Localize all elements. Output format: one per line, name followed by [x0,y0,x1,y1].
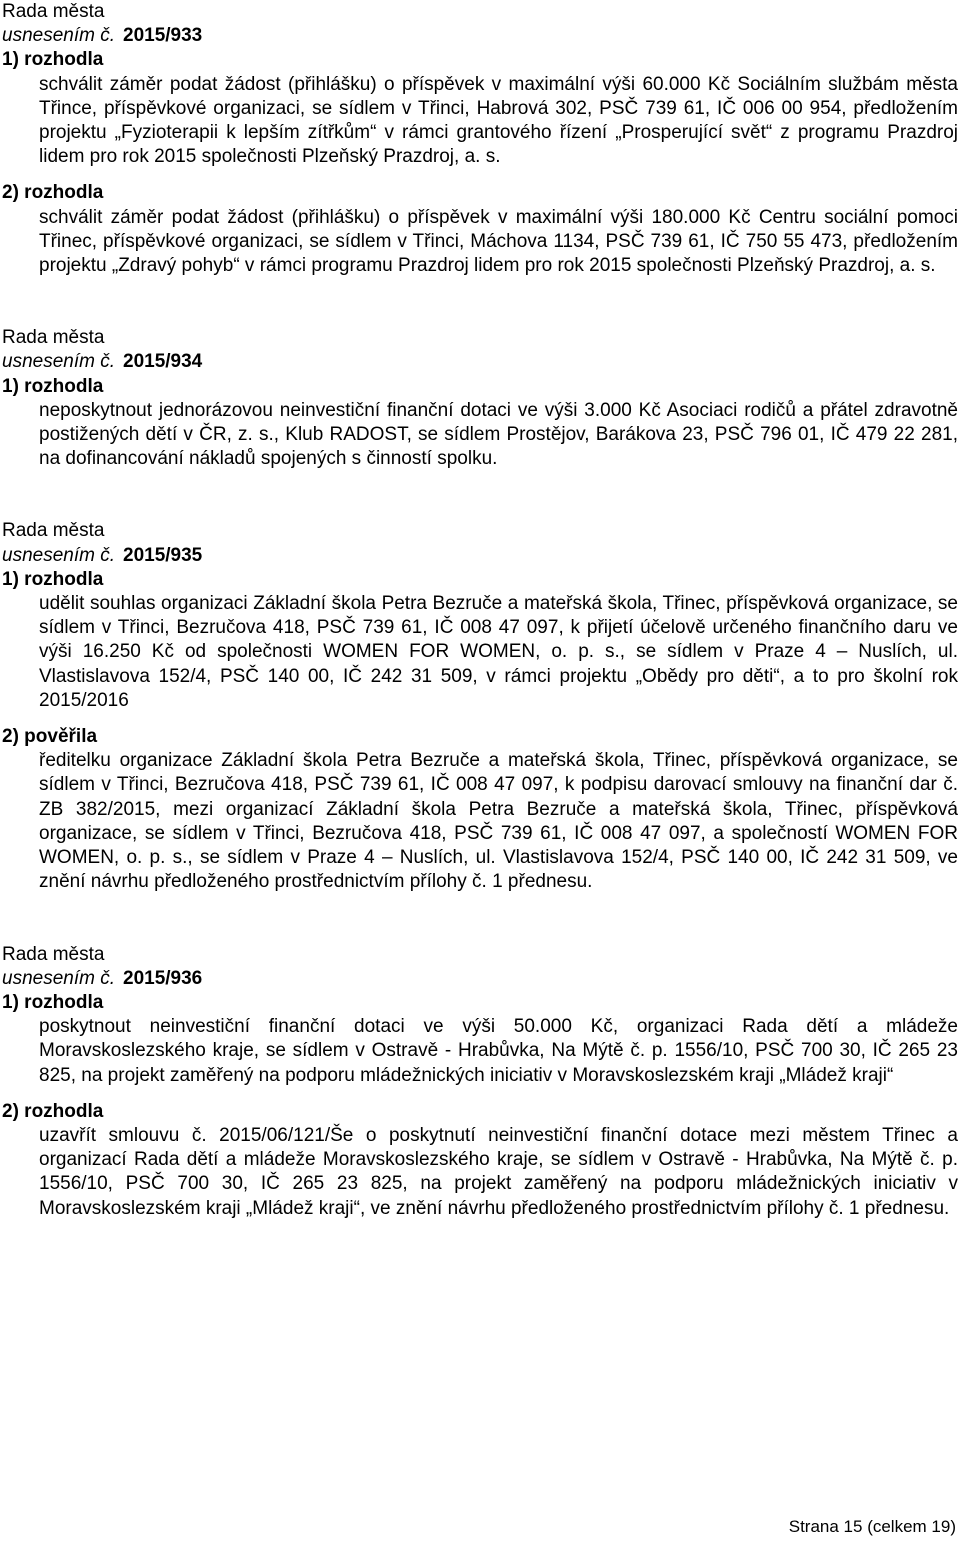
decision-heading: 1) rozhodla [2,49,104,71]
resolution-number [2,24,958,48]
resolution-number-label: usnesením č. [2,25,115,47]
decision-text: schválit záměr podat žádost (přihlášku) o příspěvek v maximální výši 60.000 Kč Sociálním službám města Třince, příspěvkové organizaci, se sídlem v Třinci, Habrová 302, PSČ 739 61, IČ 006 00 954, předložením projektu „Fyzioterapii k lepším zítřkům“ v rámci grantového řízení „Prosperující svět“ z programu Prazdroj lidem pro rok 2015 společnosti Plzeňský Prazdroj, a. s. [39,73,958,168]
resolution-number-label: usnesením č. [2,967,115,989]
decision-heading: 1) rozhodla [2,568,104,590]
council-label: Rada města [2,327,105,349]
resolution-block [2,943,958,1221]
decision-item [2,48,958,169]
decision-text: udělit souhlas organizaci Základní škola Petra Bezruče a mateřská škola, Třinec, příspěvková organizace, se sídlem v Třinci, Bezručova 418, PSČ 739 61, IČ 008 47 097, k přijetí účelově určeného finančního daru ve výši 16.250 Kč od společnosti WOMEN FOR WOMEN, o. p. s., se sídlem v Praze 4 – Nuslích, ul. Vlastislavova 152/4, PSČ 140 00, IČ 242 31 509, v rámci projektu „Obědy pro děti“, a to pro školní rok 2015/2016 [39,593,958,711]
decision-heading: 2) rozhodla [2,1100,104,1122]
decision-item [2,375,958,472]
page-footer: Strana 15 (celkem 19) [788,1517,956,1536]
resolution-number-value: 2015/936 [123,967,203,989]
decision-heading: 2) pověřila [2,726,98,748]
decision-text: poskytnout neinvestiční finanční dotaci ve výši 50.000 Kč, organizaci Rada dětí a mládeže Moravskoslezského kraje, se sídlem v Ostravě - Hrabůvka, Na Mýtě č. p. 1556/10, PSČ 700 30, IČ 265 23 825, na projekt zaměřený na podporu mládežnických iniciativ v Moravskoslezském kraji „Mládež kraji“ [39,1016,958,1086]
decision-heading: 1) rozhodla [2,375,104,397]
decision-item [2,991,958,1088]
resolution-number-value: 2015/933 [123,25,203,47]
resolution-block [2,326,958,471]
resolution-number-label: usnesením č. [2,351,115,373]
decision-item [2,181,958,278]
resolution-block [2,0,958,278]
resolution-block [2,519,958,894]
document-page [2,0,958,1221]
decision-text: schválit záměr podat žádost (přihlášku) o příspěvek v maximální výši 180.000 Kč Centru sociální pomoci Třinec, příspěvkové organizaci, se sídlem v Třinci, Máchova 1134, PSČ 739 61, IČ 750 55 473, předložením projektu „Zdravý pohyb“ v rámci programu Prazdroj lidem pro rok 2015 společnosti Plzeňský Prazdroj, a. s. [39,206,958,277]
decision-item [2,568,958,713]
council-label: Rada města [2,1,105,22]
council-label: Rada města [2,943,105,965]
resolution-number [2,350,958,374]
resolution-number-value: 2015/935 [123,544,203,566]
council-label: Rada města [2,520,105,542]
decision-heading: 1) rozhodla [2,991,104,1013]
decision-text: ředitelku organizace Základní škola Petra Bezruče a mateřská škola, Třinec, příspěvková organizace, se sídlem v Třinci, Bezručova 418, PSČ 739 61, IČ 008 47 097, k podpisu darovací smlouvy na finanční dar č. ZB 382/2015, mezi organizací Základní škola Petra Bezruče a mateřská škola, Třinec, příspěvková organizace, se sídlem v Třinci, Bezručova 418, PSČ 739 61, IČ 008 47 097, a společností WOMEN FOR WOMEN, o. p. s., se sídlem v Praze 4 – Nuslích, ul. Vlastislavova 152/4, PSČ 140 00, IČ 242 31 509, ve znění návrhu předloženého prostřednictvím přílohy č. 1 přednesu. [39,750,958,893]
decision-item [2,1100,958,1221]
decision-text: neposkytnout jednorázovou neinvestiční finanční dotaci ve výši 3.000 Kč Asociaci rodičů a přátel zdravotně postižených dětí v ČR, z. s., Klub RADOST, se sídlem Prostějov, Barákova 23, PSČ 796 01, IČ 479 22 281, na dofinancování nákladů spojených s činností spolku. [39,399,958,470]
resolution-number [2,967,958,991]
decision-item [2,725,958,894]
resolution-number-value: 2015/934 [123,351,203,373]
resolution-number-label: usnesením č. [2,544,115,566]
decision-heading: 2) rozhodla [2,182,104,204]
resolution-number [2,544,958,568]
decision-text: uzavřít smlouvu č. 2015/06/121/Še o poskytnutí neinvestiční finanční dotace mezi městem Třinec a organizací Rada dětí a mládeže Moravskoslezského kraje, se sídlem v Ostravě - Hrabůvka, Na Mýtě č. p. 1556/10, PSČ 700 30, IČ 265 23 825, na projekt zaměřený na podporu mládežnických iniciativ v Moravskoslezském kraji „Mládež kraji“, ve znění návrhu předloženého prostřednictvím přílohy č. 1 přednesu. [39,1124,958,1219]
